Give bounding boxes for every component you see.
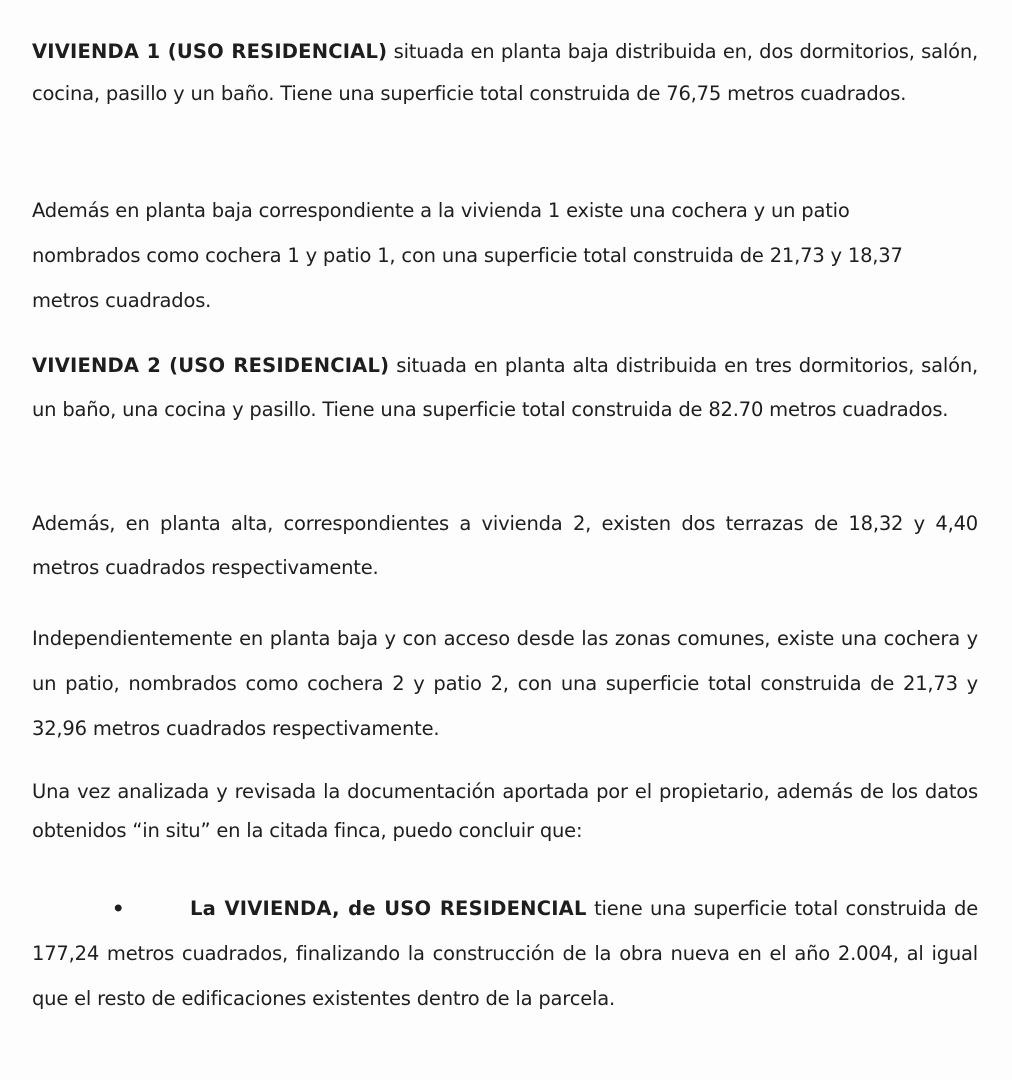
paragraph-text: Además en planta baja correspondiente a la vivienda 1 existe una cochera y un patio nombrados como cochera 1 y patio 1, con una superficie total construida de 21,73 y 18,37 metros cuadrados.: [32, 199, 903, 312]
paragraph-heading: VIVIENDA 2 (USO RESIDENCIAL): [32, 354, 390, 377]
paragraph-text: tiene una superficie total construida de 177,24 metros cuadrados, finalizando la construcción de la obra nueva en el año 2.004, al igual que el resto de edificaciones existentes dentro de la parcela.: [32, 897, 978, 1010]
paragraph-heading: La VIVIENDA, de USO RESIDENCIAL: [190, 897, 587, 920]
paragraph-text: situada en planta alta distribuida en tres dormitorios, salón, un baño, una cocina y pasillo. Tiene una superficie total construida de 82.70 metros cuadrados.: [32, 354, 978, 421]
paragraph-terrazas: [32, 502, 978, 590]
paragraph-conclusion-intro: [32, 772, 978, 850]
paragraph-cochera-patio-2: [32, 616, 978, 751]
paragraph-text: Una vez analizada y revisada la documentación aportada por el propietario, además de los datos obtenidos “in situ” en la citada finca, puedo concluir que:: [32, 780, 978, 842]
paragraph-cochera-patio-1: [32, 188, 952, 323]
paragraph-text: Además, en planta alta, correspondientes a vivienda 2, existen dos terrazas de 18,32 y 4,40 metros cuadrados respectivamente.: [32, 512, 978, 579]
bullet-icon: •: [112, 897, 125, 920]
paragraph-vivienda-1: [32, 31, 978, 115]
paragraph-vivienda-2: [32, 344, 978, 432]
paragraph-heading: VIVIENDA 1 (USO RESIDENCIAL): [32, 40, 388, 63]
paragraph-conclusion-bullet: [32, 886, 978, 1021]
paragraph-text: Independientemente en planta baja y con acceso desde las zonas comunes, existe una cochera y un patio, nombrados como cochera 2 y patio 2, con una superficie total construida de 21,73 y 32,96 metros cuadrados respectivamente.: [32, 627, 978, 740]
paragraph-text: situada en planta baja distribuida en, dos dormitorios, salón, cocina, pasillo y un baño. Tiene una superficie total construida de 76,75 metros cuadrados.: [32, 40, 978, 105]
